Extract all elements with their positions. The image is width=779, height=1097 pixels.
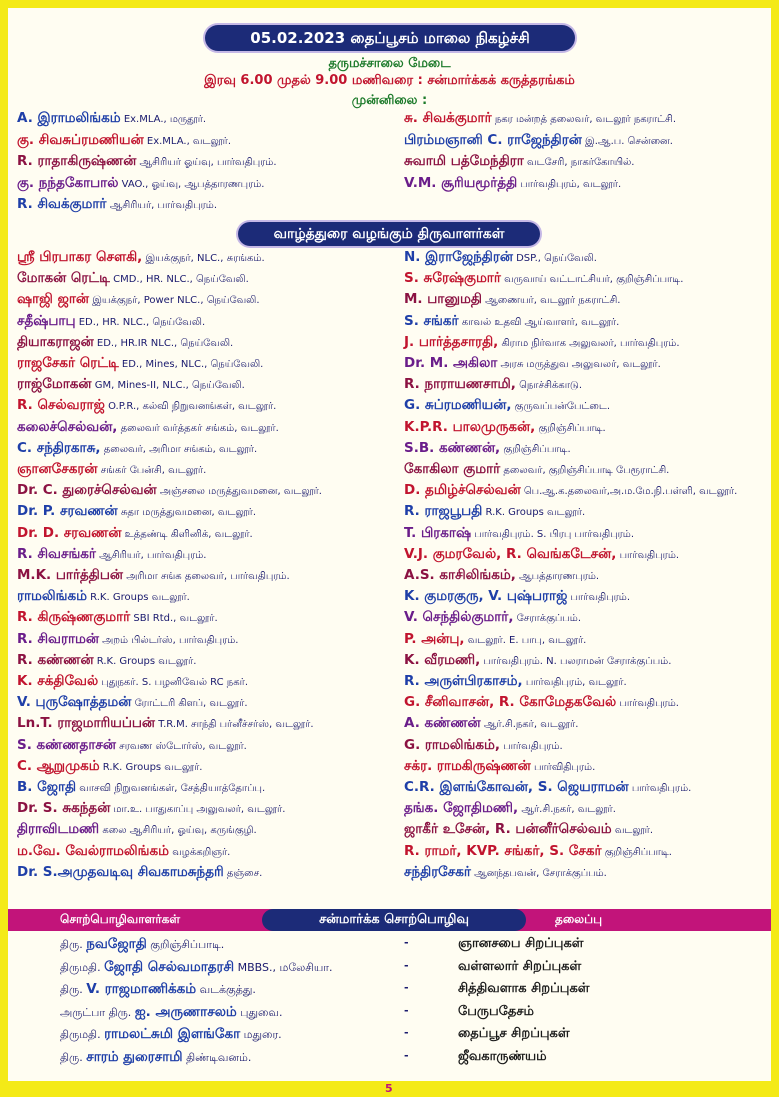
person-role: GM, Mines-II, NLC., நெய்வேலி. xyxy=(94,380,245,392)
person-role: T.R.M. சாந்தி பர்னீச்சர்ஸ், வடலூர். xyxy=(158,719,314,731)
separator-dash: - xyxy=(404,1003,409,1017)
person-role: சுதா மருத்துவமனை, வடலூர். xyxy=(120,507,257,519)
greeter-row xyxy=(404,503,585,521)
person-role: வடசேரி, நாகர்கோயில். xyxy=(527,157,635,168)
speaker-row xyxy=(0,1049,779,1071)
person-name: V. புருஷோத்தமன் xyxy=(17,694,132,711)
greeter-row xyxy=(17,821,257,839)
person-name: ஞானசேகரன் xyxy=(17,461,98,477)
presence-row xyxy=(404,153,634,171)
greeter-row xyxy=(17,567,290,585)
speaker-name: நவஜோதி xyxy=(86,936,147,952)
person-role: ED., HR.IR NLC., நெய்வேலி. xyxy=(96,337,234,349)
greeter-row xyxy=(404,864,607,882)
person-name: C. ஆறுமுகம் xyxy=(17,757,100,774)
greeter-row xyxy=(17,864,262,882)
speaker-name: ராமலட்சுமி இளங்கோ xyxy=(104,1026,241,1042)
person-role: ஆணையர், வடலூர் நகராட்சி. xyxy=(485,295,621,307)
person-role: பார்வதிபுரம். xyxy=(631,783,692,794)
person-role: பார்வதிபுரம். N. பலராமன் சேராக்குப்பம். xyxy=(483,655,672,667)
greeter-row xyxy=(17,334,233,352)
greeter-row xyxy=(17,461,206,479)
greeter-row xyxy=(404,313,619,331)
person-name: C. சந்திரகாசு, xyxy=(17,439,101,456)
speaker xyxy=(60,959,333,977)
person-role: SBI Rtd., வடலூர். xyxy=(133,613,218,625)
person-role: நொச்சிக்காடு. xyxy=(519,380,583,392)
greeter-row xyxy=(17,270,249,288)
greeter-row xyxy=(17,397,276,415)
speech-topic: ஜீவகாருண்யம் xyxy=(458,1048,547,1064)
person-name: V. செந்தில்குமார், xyxy=(404,609,514,626)
greeter-row xyxy=(17,694,248,712)
person-role: ஆனந்தபவன், சேராக்குப்பம். xyxy=(474,867,607,879)
speaker xyxy=(60,1049,251,1067)
greeter-row xyxy=(404,270,683,288)
greeter-row xyxy=(404,567,599,585)
person-role: ரோட்டரி கிளப், வடலூர். xyxy=(134,698,248,710)
speech-topic: தைப்பூச சிறப்புகள் xyxy=(458,1026,570,1041)
speaker-row xyxy=(0,1026,779,1048)
greeter-row xyxy=(404,821,653,839)
person-role: ஆர்.சி.நகர், வடலூர். xyxy=(483,719,579,731)
greeter-row xyxy=(17,843,230,861)
greeter-row xyxy=(404,779,691,797)
greeter-row xyxy=(17,482,322,500)
greeter-row xyxy=(17,546,206,564)
person-role: R.K. Groups வடலூர். xyxy=(96,655,197,667)
person-role: நகர மன்றத் தலைவர், வடலூர் நகராட்சி. xyxy=(494,114,677,125)
person-role: வடலூர். E. பாபு, வடலூர். xyxy=(467,634,587,646)
person-name: R. ராமர், KVP. சங்கர், S. சேகர் xyxy=(404,842,602,859)
speaker-prefix: திரு. xyxy=(60,1050,83,1064)
person-role: பார்வதிபுரம், வடலூர். xyxy=(520,178,622,190)
person-role: காவல் உதவி ஆய்வாளர், வடலூர். xyxy=(461,316,620,328)
person-name: கு. நந்தகோபால் xyxy=(17,174,119,191)
person-role: ED., Mines, NLC., நெய்வேலி. xyxy=(121,359,264,370)
separator-dash: - xyxy=(404,958,409,972)
person-role: R.K. Groups வடலூர். xyxy=(102,761,203,773)
greeter-row xyxy=(17,758,202,776)
person-role: பார்வதிபுரம், வடலூர். xyxy=(525,677,627,688)
person-name: சுவாமி பத்மேந்திரா xyxy=(404,153,524,169)
greeter-row xyxy=(404,609,581,627)
person-role: குறிஞ்சிப்பாடி. xyxy=(604,846,672,858)
event-title: 05.02.2023 தைப்பூசம் மாலை நிகழ்ச்சி xyxy=(205,25,575,51)
greeter-row xyxy=(404,440,571,458)
greeter-row xyxy=(404,546,679,564)
person-role: பார்வதிபுரம். S. பிரபு பார்வதிபுரம். xyxy=(474,528,635,540)
person-role: பார்வதிபுரம். xyxy=(619,549,680,561)
person-name: ராமலிங்கம் xyxy=(17,588,87,605)
speakers-label: சொற்பொழிவாளர்கள் xyxy=(60,912,181,926)
person-role: வருவாய் வட்டாட்சியர், குறிஞ்சிப்பாடி. xyxy=(504,274,684,286)
person-role: கலை ஆசிரியர், ஓய்வு, கருங்குழி. xyxy=(102,825,257,837)
person-role: குறிஞ்சிப்பாடி. xyxy=(503,443,571,455)
greeter-row xyxy=(404,715,578,733)
greeter-row xyxy=(404,800,616,818)
person-name: K.P.R. பாலமுருகன், xyxy=(404,418,536,435)
presence-row xyxy=(17,175,264,193)
person-name: கோகிலா குமார் xyxy=(404,461,501,477)
greeter-row xyxy=(404,397,610,415)
person-name: ம.வே. வேல்ராமலிங்கம் xyxy=(17,842,170,859)
person-name: கலைச்செல்வன், xyxy=(17,418,118,435)
speaker-row xyxy=(0,981,779,1003)
person-name: சந்திரசேகர் xyxy=(404,863,471,880)
person-name: R. நாராயணசாமி, xyxy=(404,376,516,393)
speaker-name: சாரம் துரைசாமி xyxy=(86,1048,183,1065)
presence-label: முன்னிலை : xyxy=(351,93,428,108)
greeter-row xyxy=(17,737,247,755)
greeter-row xyxy=(17,588,190,606)
person-role: பெ.ஆ.க.தலைவர்,அ.ம.மே.நி.பள்ளி, வடலூர். xyxy=(523,486,738,498)
person-role: இ.ஆ.ப. சென்னை. xyxy=(585,135,673,147)
speaker-name: ஐ. அருணாசலம் xyxy=(134,1003,237,1020)
discourse-label: சன்மார்க்க சொற்பொழிவு xyxy=(262,909,526,931)
person-name: S. சங்கர் xyxy=(404,312,459,329)
greeter-row xyxy=(17,440,257,458)
person-name: பிரம்மஞானி C. ராஜேந்திரன் xyxy=(404,131,582,148)
greeter-row xyxy=(404,249,597,267)
person-name: R. ராஜபூபதி xyxy=(404,503,483,520)
person-name: Ln.T. ராஜமாரியப்பன் xyxy=(17,715,156,732)
person-role: அரசு மருத்துவ அலுவலர், வடலூர். xyxy=(500,359,661,370)
greeter-row xyxy=(17,800,285,818)
person-name: Dr. D. சரவணன் xyxy=(17,524,122,541)
presence-row xyxy=(404,110,676,128)
topic-label: தலைப்பு xyxy=(555,912,602,926)
person-name: கு. சிவசுப்ரமணியன் xyxy=(17,131,144,148)
person-role: தலைவர், குறிஞ்சிப்பாடி பேரூராட்சி. xyxy=(503,465,670,476)
person-name: S. கண்ணதாசன் xyxy=(17,736,116,753)
person-name: G. சீனிவாசன், R. கோமேதகவேல் xyxy=(404,694,617,711)
person-role: DSP., நெய்வேலி. xyxy=(516,253,597,264)
person-name: தியாகராஜன் xyxy=(17,333,94,350)
greeter-row xyxy=(404,588,630,606)
greeter-row xyxy=(404,737,563,755)
person-name: Dr. P. சரவணன் xyxy=(17,503,118,520)
person-role: VAO., ஓய்வு, ஆபத்தாரணபுரம். xyxy=(121,178,265,190)
person-name: S. சுரேஷ்குமார் xyxy=(404,270,501,287)
speech-topic: வள்ளலார் சிறப்புகள் xyxy=(458,958,582,974)
speaker-place: MBBS., மலேசியா. xyxy=(237,960,333,974)
separator-dash: - xyxy=(404,1026,409,1039)
person-role: தலைவர், அரிமா சங்கம், வடலூர். xyxy=(103,443,258,455)
person-role: பார்வதிபுரம். xyxy=(570,592,631,604)
speaker-row xyxy=(0,959,779,981)
person-role: Ex.MLA., வடலூர். xyxy=(146,135,232,147)
person-role: குருவப்பன்பேட்டை. xyxy=(514,401,611,413)
time-line: இரவு 6.00 முதல் 9.00 மணிவரை : சன்மார்க்கக் கருத்தரங்கம் xyxy=(204,73,575,88)
greeter-row xyxy=(17,631,238,649)
person-name: K. வீரமணி, xyxy=(404,651,481,668)
greeter-row xyxy=(404,631,586,649)
person-role: தலைவர் வர்த்தகர் சங்கம், வடலூர். xyxy=(120,422,279,434)
person-name: R. கிருஷ்ணகுமார் xyxy=(17,609,131,626)
person-role: வழக்கறிஞர். xyxy=(172,846,231,858)
separator-dash: - xyxy=(404,1048,409,1062)
greeter-row xyxy=(404,419,606,437)
person-role: அரிமா சங்க தலைவர், பார்வதிபுரம். xyxy=(126,571,290,582)
person-name: J. பார்த்தசாரதி, xyxy=(404,333,499,350)
person-name: M. பானுமதி xyxy=(404,291,482,308)
speaker xyxy=(60,1004,282,1022)
person-name: K. சக்திவேல் xyxy=(17,673,99,689)
speech-topic: பேருபதேசம் xyxy=(458,1003,534,1019)
page-number: 5 xyxy=(385,1082,393,1095)
person-name: D. தமிழ்ச்செல்வன் xyxy=(404,482,521,499)
person-name: R. ராதாகிருஷ்ணன் xyxy=(17,153,137,169)
greeter-row xyxy=(17,376,245,394)
person-role: R.K. Groups வடலூர். xyxy=(90,592,190,604)
person-name: G. சுப்ரமணியன், xyxy=(404,397,512,414)
person-role: CMD., HR. NLC., நெய்வேலி. xyxy=(113,274,249,286)
person-name: Dr. S.அமுதவடிவு சிவகாமசுந்தரி xyxy=(17,863,224,880)
person-name: திராவிடமணி xyxy=(17,821,100,838)
presence-row xyxy=(17,153,277,171)
person-name: A. இராமலிங்கம் xyxy=(17,110,121,126)
speaker xyxy=(60,981,256,999)
person-name: R. கண்ணன் xyxy=(17,651,94,668)
speaker-prefix: திருமதி. xyxy=(60,960,101,974)
greeter-row xyxy=(404,461,669,479)
person-role: தஞ்சை. xyxy=(226,867,263,879)
person-role: அறம் பில்டர்ஸ், பார்வதிபுரம். xyxy=(102,634,239,646)
person-name: A. கண்ணன் xyxy=(404,715,481,732)
greeter-row xyxy=(404,525,634,543)
greeter-row xyxy=(17,503,256,521)
speaker-prefix: அருட்பா திரு. xyxy=(60,1005,132,1019)
person-role: அஞ்சலை மருத்துவமனை, வடலூர். xyxy=(159,486,322,498)
person-name: B. ஜோதி xyxy=(17,779,77,795)
greeter-row xyxy=(404,694,679,712)
person-name: R. சிவக்குமார் xyxy=(17,196,107,212)
person-name: R. அருள்பிரகாசம், xyxy=(404,673,523,689)
person-name: R. சிவராமன் xyxy=(17,630,99,647)
person-name: N. இராஜேந்திரன் xyxy=(404,249,513,265)
venue-label: தருமச்சாலை மேடை xyxy=(328,56,451,71)
presence-row xyxy=(17,196,217,214)
presence-row xyxy=(17,132,231,150)
greeter-row xyxy=(17,779,265,797)
person-role: புதுநகர். S. பழனிவேல் RC நகர். xyxy=(101,677,248,688)
person-name: ராஜ்மோகன் xyxy=(17,376,92,393)
speech-topic: சித்திவளாக சிறப்புகள் xyxy=(458,981,590,996)
person-role: இயக்குநர், NLC., சுரங்கம். xyxy=(145,253,265,264)
person-role: இயக்குநர், Power NLC., நெய்வேலி. xyxy=(92,295,260,307)
speaker-place: குறிஞ்சிப்பாடி. xyxy=(150,938,225,951)
speaker-place: புதுவை. xyxy=(240,1005,283,1019)
person-role: வடலூர். xyxy=(614,825,654,837)
separator-dash: - xyxy=(404,981,409,994)
person-role: ஆசிரியர், பார்வதிபுரம். xyxy=(109,200,218,211)
person-name: Dr. C. துரைச்செல்வன் xyxy=(17,482,157,499)
person-role: R.K. Groups வடலூர். xyxy=(485,507,586,519)
separator-dash: - xyxy=(404,936,409,949)
speech-topic: ஞானசபை சிறப்புகள் xyxy=(458,936,584,951)
person-name: ராஜசேகர் ரெட்டி xyxy=(17,355,119,371)
person-name: சக்ர. ராமகிருஷ்ணன் xyxy=(404,757,531,774)
person-name: R. சிவசங்கர் xyxy=(17,545,96,562)
person-role: ஆசிரியர் ஓய்வு, பார்வதிபுரம். xyxy=(139,157,277,168)
person-name: மோகன் ரெட்டி xyxy=(17,270,110,287)
speaker-place: வடக்குத்து. xyxy=(199,983,256,996)
speaker-prefix: திரு. xyxy=(60,938,83,951)
person-name: P. அன்பு, xyxy=(404,630,465,647)
speaker-place: மதுரை. xyxy=(243,1028,282,1041)
person-role: O.P.R., கல்வி நிறுவனங்கள், வடலூர். xyxy=(108,401,277,413)
greeter-row xyxy=(404,758,595,776)
speaker-row xyxy=(0,1004,779,1026)
speaker-prefix: திருமதி. xyxy=(60,1028,101,1041)
speaker xyxy=(60,1026,282,1044)
person-role: மா.உ. பாதுகாப்பு அலுவலர், வடலூர். xyxy=(113,804,286,816)
person-name: தங்க. ஜோதிமணி, xyxy=(404,800,519,817)
greeter-row xyxy=(17,249,265,267)
greeter-row xyxy=(17,715,314,733)
person-name: M.K. பார்த்திபன் xyxy=(17,567,123,583)
person-name: T. பிரகாஷ் xyxy=(404,524,472,541)
person-name: K. குமரகுரு, V. புஷ்பராஜ் xyxy=(404,588,568,605)
person-name: ஜாகீர் உசேன், R. பன்னீர்செல்வம் xyxy=(404,821,612,838)
person-name: S.B. கண்ணன், xyxy=(404,439,501,456)
person-role: பார்விதிபுரம். xyxy=(533,761,596,773)
person-name: சு. சிவக்குமார் xyxy=(404,110,492,126)
greeter-row xyxy=(404,673,627,691)
presence-row xyxy=(404,132,673,150)
person-role: வாசவி நிறுவனங்கள், சேத்தியாத்தோப்பு. xyxy=(79,783,266,794)
person-role: சங்கர் பேன்சி, வடலூர். xyxy=(100,465,207,476)
person-name: ஷாஜி ஜான் xyxy=(17,291,89,308)
person-role: ஆபத்தாரணபுரம். xyxy=(519,571,600,582)
person-name: R. செல்வராஜ் xyxy=(17,397,105,414)
greeter-row xyxy=(404,652,671,670)
person-name: A.S. காசிலிங்கம், xyxy=(404,567,516,583)
greeter-row xyxy=(17,355,263,373)
person-role: ஆசிரியர், பார்வதிபுரம். xyxy=(99,549,207,561)
speaker-name: ஜோதி செல்வமாதரசி xyxy=(104,958,235,975)
person-role: ஆர்.சி.நகர், வடலூர். xyxy=(521,804,616,816)
greeter-row xyxy=(404,482,737,500)
person-name: சதீஷ்பாபு xyxy=(17,312,76,329)
person-role: ED., HR. NLC., நெய்வேலி. xyxy=(78,316,206,328)
person-role: சேராக்குப்பம். xyxy=(516,613,582,625)
greeter-row xyxy=(17,419,279,437)
presence-row xyxy=(404,175,621,193)
person-role: சரவண ஸ்டோர்ஸ், வடலூர். xyxy=(119,740,247,752)
speaker xyxy=(60,936,224,954)
greeter-row xyxy=(404,355,661,373)
person-role: பார்வதிபுரம். xyxy=(619,698,679,710)
person-role: கிராம நிர்வாக அலுவலர், பார்வதிபுரம். xyxy=(501,337,680,349)
person-name: V.J. குமரவேல், R. வெங்கடேசன், xyxy=(404,545,617,562)
speaker-prefix: திரு. xyxy=(60,983,83,996)
greeter-row xyxy=(404,843,672,861)
person-name: V.M. சூரியமூர்த்தி xyxy=(404,174,518,191)
person-name: ஸ்ரீ பிரபாகர சௌகி, xyxy=(17,249,143,265)
greeter-row xyxy=(17,652,196,670)
greeter-row xyxy=(17,673,248,691)
person-role: Ex.MLA., மருதூர். xyxy=(123,114,207,125)
greeter-row xyxy=(17,291,260,309)
greeter-row xyxy=(404,334,680,352)
greeter-row xyxy=(17,313,205,331)
greeters-heading: வாழ்த்துரை வழங்கும் திருவாளர்கள் xyxy=(238,222,540,246)
presence-row xyxy=(17,110,206,128)
person-role: குறிஞ்சிப்பாடி. xyxy=(538,422,606,434)
greeter-row xyxy=(404,291,620,309)
person-role: உத்தண்டி கிளினிக், வடலூர். xyxy=(124,528,253,540)
person-name: Dr. M. அகிலா xyxy=(404,355,498,371)
person-name: C.R. இளங்கோவன், S. ஜெயராமன் xyxy=(404,779,629,795)
speaker-place: திண்டிவனம். xyxy=(186,1050,252,1064)
person-name: Dr. S. சுகந்தன் xyxy=(17,800,111,817)
person-name: G. ராமலிங்கம், xyxy=(404,736,501,753)
speaker-row xyxy=(0,936,779,958)
greeter-row xyxy=(404,376,582,394)
person-role: பார்வதிபுரம். xyxy=(503,740,563,752)
greeter-row xyxy=(17,609,218,627)
greeter-row xyxy=(17,525,253,543)
speaker-name: V. ராஜமாணிக்கம் xyxy=(86,981,197,997)
